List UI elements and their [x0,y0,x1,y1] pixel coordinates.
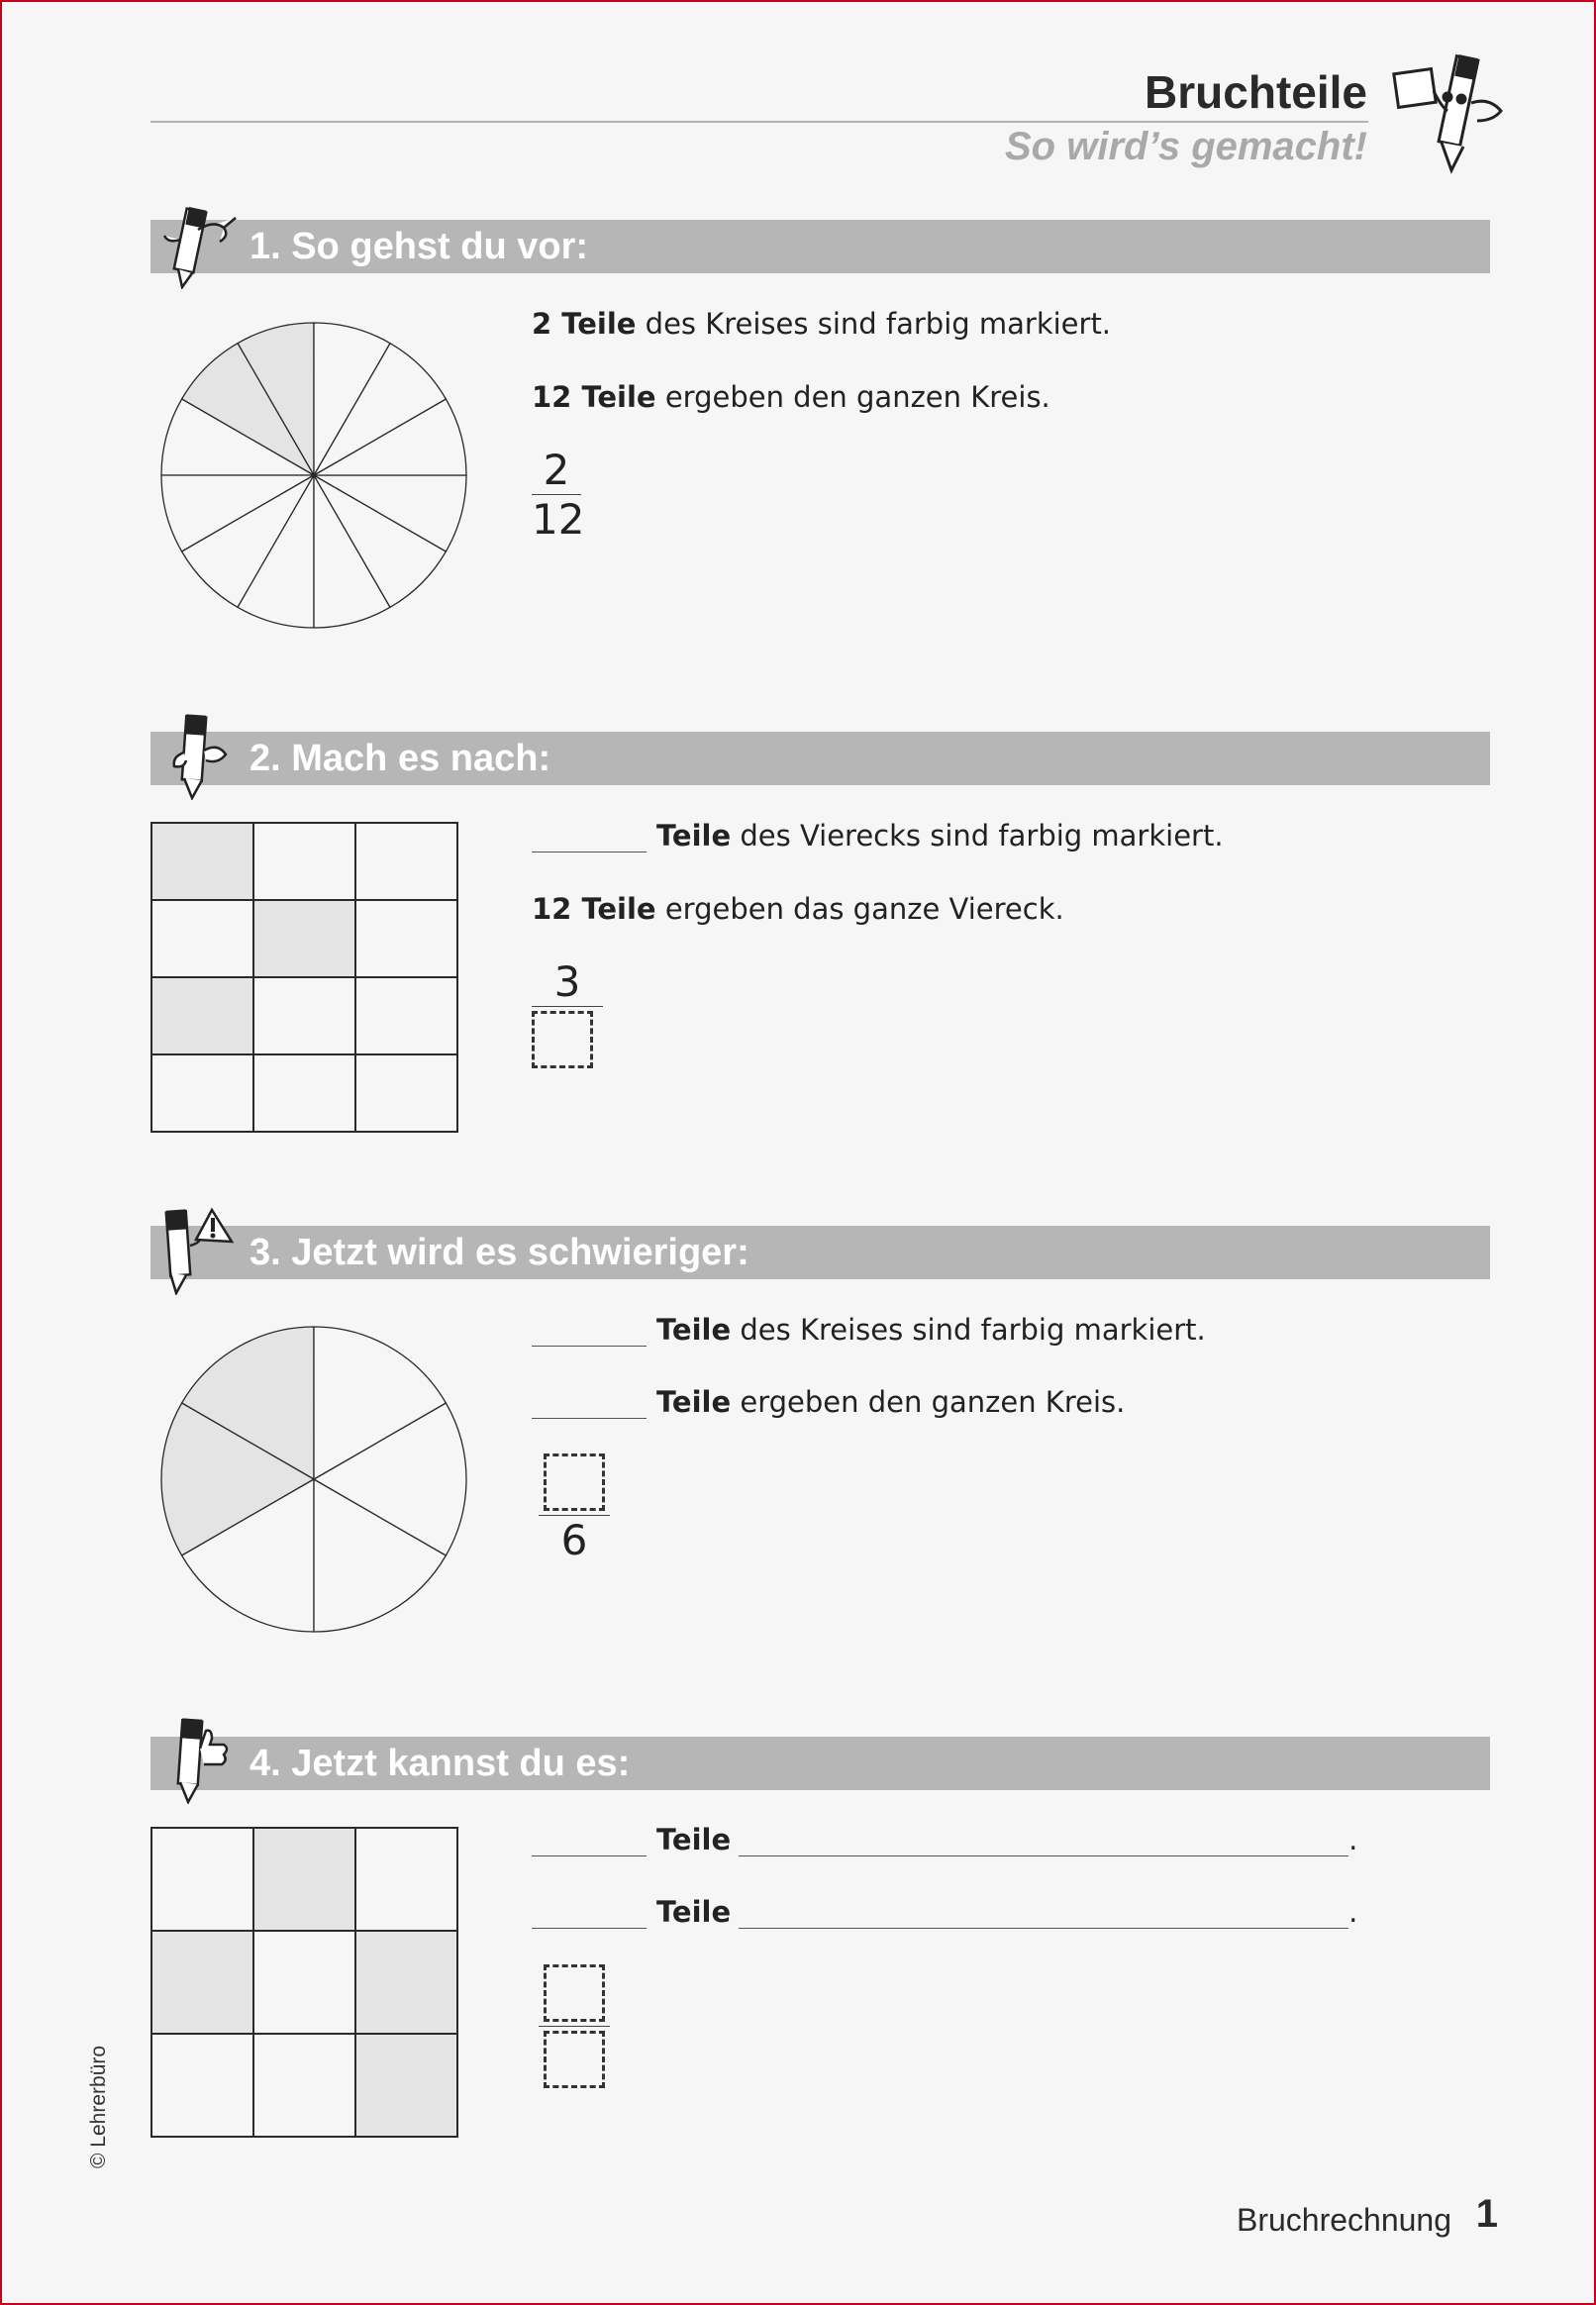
circle-6-parts [158,1323,469,1636]
s3-answer-blank-2[interactable] [532,1388,647,1419]
shaded-cell [151,823,253,900]
s1-line-2-bold: 12 Teile [532,380,656,414]
grid-cell [355,823,457,900]
pencil-thumbs-up-icon [166,1715,236,1804]
grid-cell [151,1054,253,1132]
page-number: 1 [1475,2192,1498,2236]
s4-line-2 [532,1895,1357,1929]
section-2-heading-bar [150,732,1490,785]
s4-fraction [539,1964,610,2088]
grid-cell [355,977,457,1054]
section-1-heading: 1. So gehst du vor: [249,226,589,267]
grid-cell [253,823,355,900]
section-3-heading-bar [150,1226,1490,1279]
s1-line-1-text: des Kreises sind farbig markiert. [636,307,1112,341]
grid-3x3 [150,1827,458,2138]
grid-cell [253,2034,355,2137]
section-1-heading-bar [150,220,1490,273]
s3-line-2 [532,1385,1125,1419]
shaded-cell [355,2034,457,2137]
s2-line-2 [532,892,1064,926]
s4-answer-blank-2[interactable] [532,1898,647,1929]
s3-line-2-text: ergeben den ganzen Kreis. [731,1385,1126,1419]
s2-line-1-text: des Vierecks sind farbig markiert. [731,819,1224,852]
s3-fraction [539,1453,610,1564]
s4-line-1-bold: Teile [656,1823,732,1856]
s4-numerator-box[interactable] [544,1964,605,2022]
s2-line-2-text: ergeben das ganze Viereck. [655,892,1064,926]
grid-cell [355,1054,457,1132]
s1-line-2 [532,380,1050,414]
grid-cell [253,1054,355,1132]
shaded-cell [253,1828,355,1931]
shaded-cell [151,977,253,1054]
s1-line-2-text: ergeben den ganzen Kreis. [655,380,1050,414]
copyright-note: © Lehrerbüro [87,2045,110,2168]
section-4-heading-bar [150,1737,1490,1790]
grid-cell [355,1828,457,1931]
page-title: Bruchteile [1145,66,1367,118]
s1-fraction-numerator: 2 [543,446,570,494]
pencil-warning-icon [156,1204,238,1295]
s4-line-2-bold: Teile [656,1895,732,1929]
pencil-pointing-icon [158,200,242,289]
s3-line-2-bold: Teile [656,1385,732,1419]
s2-line-1 [532,819,1224,852]
shaded-cell [355,1931,457,2034]
grid-cell [253,1931,355,2034]
s1-fraction [532,446,585,544]
s3-line-1-text: des Kreises sind farbig markiert. [731,1313,1206,1347]
footer-subject: Bruchrechnung [1236,2202,1451,2238]
s3-line-1 [532,1313,1206,1347]
grid-cell [151,2034,253,2137]
pencil-mascot-icon [1386,51,1515,174]
grid-cell [355,900,457,977]
shaded-cell [151,1931,253,2034]
s4-answer-blank-1[interactable] [532,1826,647,1856]
s4-line-1 [532,1823,1357,1856]
title-rule [150,121,1368,123]
s1-line-1 [532,307,1111,341]
s2-fraction-numerator: 3 [553,957,581,1006]
s2-fraction-bar [532,1006,603,1007]
s3-numerator-box[interactable] [544,1453,605,1511]
s4-answer-long-blank-2[interactable] [739,1898,1348,1929]
s2-line-1-bold: Teile [656,819,732,852]
circle-12-parts [158,319,469,632]
pencil-ok-icon [166,711,236,800]
s4-answer-long-blank-1[interactable] [739,1826,1348,1856]
s3-line-1-bold: Teile [656,1313,732,1347]
section-3-heading: 3. Jetzt wird es schwieriger: [249,1232,749,1273]
circle-figure-1 [161,323,466,628]
s4-denominator-box[interactable] [544,2031,605,2088]
grid-4x3 [150,822,458,1133]
s2-line-2-bold: 12 Teile [532,892,656,926]
shaded-cell [253,900,355,977]
circle-figure-2 [161,1327,466,1632]
s4-line-1-text: . [1348,1823,1358,1856]
grid-cell [253,977,355,1054]
section-2-heading: 2. Mach es nach: [249,738,551,779]
s4-fraction-bar [539,2026,610,2027]
section-4-heading: 4. Jetzt kannst du es: [249,1743,631,1784]
grid-cell [151,900,253,977]
s2-denominator-box[interactable] [532,1011,593,1068]
s2-fraction [532,957,603,1068]
page-subtitle: So wird’s gemacht! [1004,125,1367,168]
s3-fraction-denominator: 6 [560,1516,588,1564]
s2-answer-blank-1[interactable] [532,822,647,852]
grid-cell [151,1828,253,1931]
s1-fraction-denominator: 12 [532,495,585,544]
s3-answer-blank-1[interactable] [532,1316,647,1347]
s4-line-2-text: . [1348,1895,1358,1929]
s1-line-1-bold: 2 Teile [532,307,637,341]
